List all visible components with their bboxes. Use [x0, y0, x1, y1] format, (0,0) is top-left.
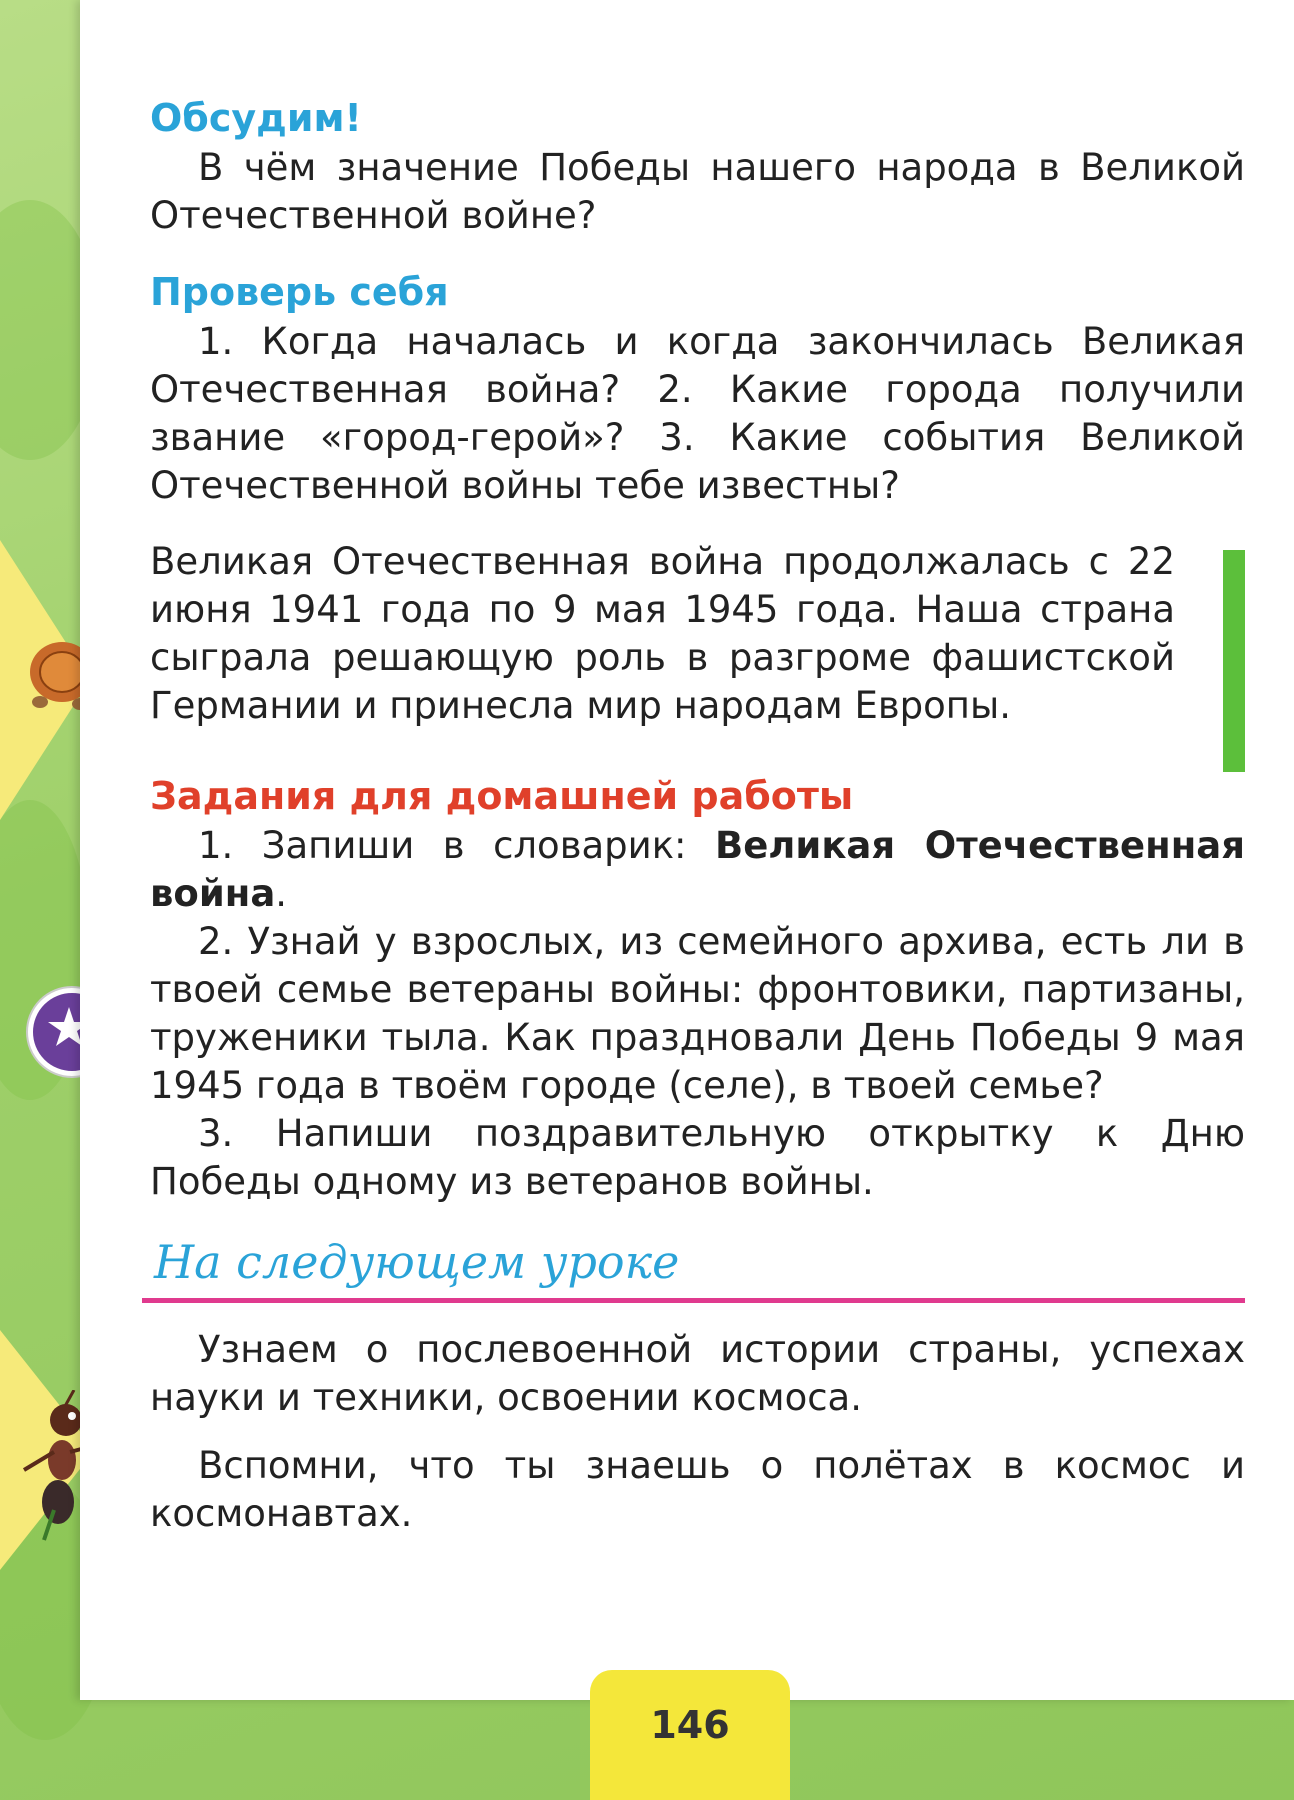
homework-section	[150, 770, 1245, 1206]
page-number: 146	[590, 1670, 790, 1800]
homework-task-1	[150, 822, 1245, 918]
next-lesson-header	[150, 1232, 1245, 1312]
homework-heading: Задания для домашней работы	[150, 774, 854, 818]
discuss-text: В чём значение Победы нашего народа в Великой Отечественной войне?	[150, 146, 1245, 237]
summary-accent-bar	[1223, 550, 1245, 772]
next-lesson-text-2: Вспомни, что ты знаешь о полётах в космос и космонавтах.	[150, 1444, 1245, 1535]
next-lesson-underline	[142, 1298, 1245, 1303]
homework-task-1-suffix: .	[275, 872, 288, 915]
discuss-heading: Обсудим!	[150, 96, 362, 140]
summary-text: Великая Отечественная война продолжалась с 22 июня 1941 года по 9 мая 1945 года. Наша страна сыграла решающую роль в разгроме фашистской Германии и принесла мир народам Европы.	[150, 540, 1175, 727]
page-content	[150, 92, 1245, 1564]
discuss-section	[150, 92, 1245, 240]
homework-task-3: 3. Напиши поздравительную открытку к Дню Победы одному из ветеранов войны.	[150, 1112, 1245, 1203]
homework-task-1-prefix: 1. Запиши в словарик:	[198, 824, 715, 867]
homework-task-1-term: Великая Отечественная война	[150, 824, 1245, 915]
check-text: 1. Когда началась и когда закончилась Великая Отечественная война? 2. Какие города получили звание «город-герой»? 3. Какие события Великой Отечественной войны тебе известны?	[150, 320, 1245, 507]
next-lesson-heading: На следующем уроке	[154, 1235, 680, 1289]
homework-task-2: 2. Узнай у взрослых, из семейного архива, есть ли в твоей семье ветераны войны: фронтовики, партизаны, труженики тыла. Как праздновали День Победы 9 мая 1945 года в твоём городе (селе), в твоей семье?	[150, 920, 1245, 1107]
next-lesson-text-1: Узнаем о послевоенной истории страны, успехах науки и техники, освоении космоса.	[150, 1328, 1245, 1419]
check-heading: Проверь себя	[150, 270, 449, 314]
next-lesson-section	[150, 1326, 1245, 1538]
summary-section	[150, 538, 1245, 730]
check-section	[150, 266, 1245, 510]
